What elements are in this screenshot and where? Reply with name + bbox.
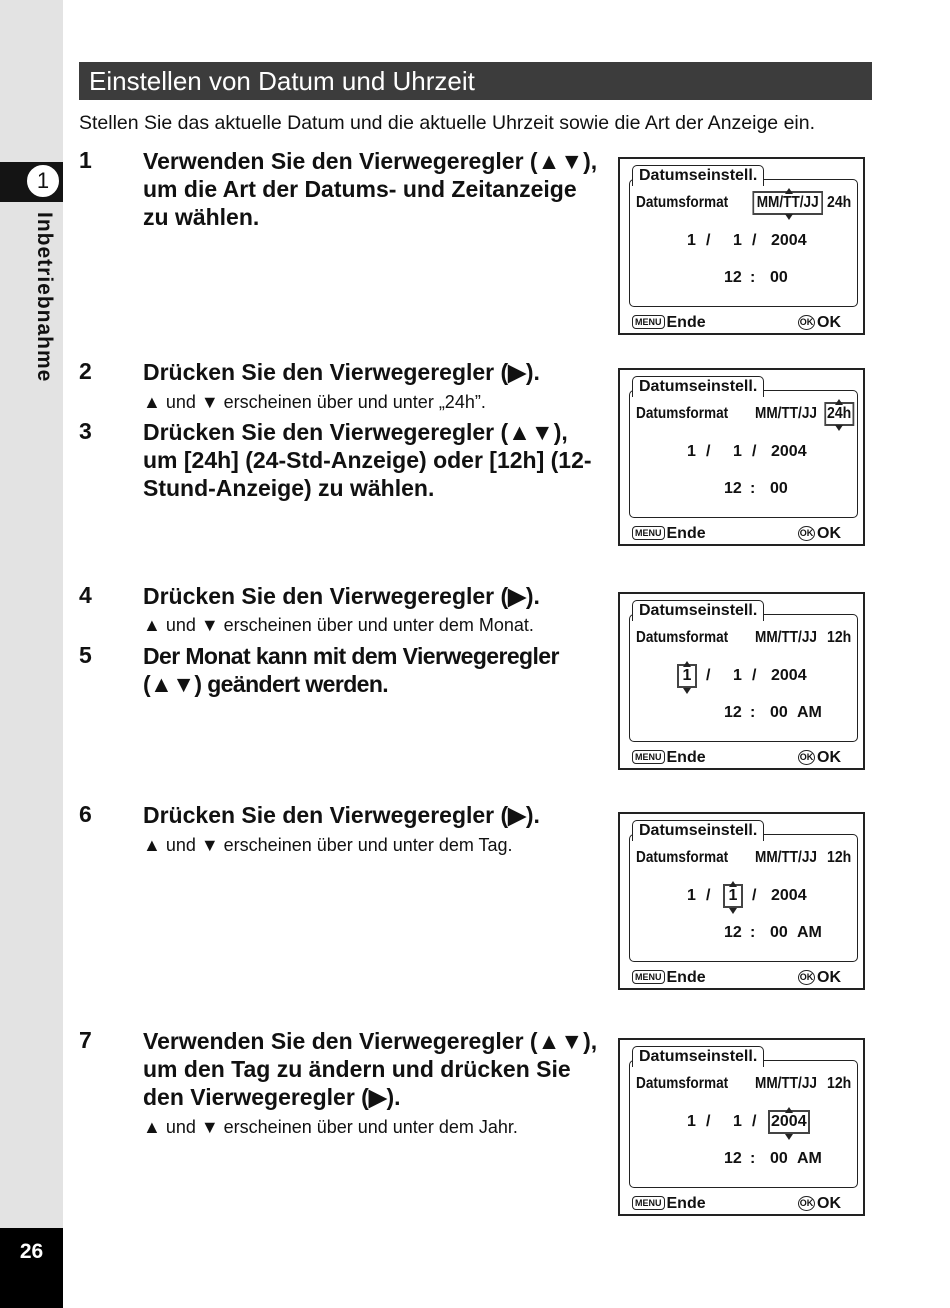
lcd-day: 1	[726, 887, 740, 905]
lcd-mode: 24h	[827, 405, 852, 422]
lcd-tab: Datumseinstell.	[632, 600, 764, 621]
lcd-screen	[618, 368, 865, 546]
lcd-ampm: AM	[797, 924, 822, 941]
step-text: Der Monat kann mit dem Vierwegeregler (▲▼) geändert werden.	[143, 643, 559, 697]
step-text: Drücken Sie den Vierwegeregler (▶).	[143, 583, 540, 609]
lcd-tab: Datumseinstell.	[632, 376, 764, 397]
lcd-day: 1	[733, 1113, 742, 1130]
menu-button-icon: MENU	[632, 750, 665, 764]
lcd-mode: 12h	[827, 849, 852, 866]
step-note: ▲ und ▼ erscheinen über und unter dem Tag.	[143, 835, 513, 855]
lcd-colon: :	[750, 269, 756, 286]
lcd-day: 1	[733, 232, 742, 249]
lcd-ok-label: OK	[817, 1195, 841, 1212]
ok-button-icon: OK	[798, 970, 815, 985]
step-number: 2	[79, 358, 92, 384]
lcd-ok-label: OK	[817, 314, 841, 331]
lcd-month: 1	[687, 887, 696, 904]
lcd-screen	[618, 812, 865, 990]
lcd-end-label: Ende	[666, 969, 706, 986]
lcd-sep: /	[706, 232, 711, 249]
lcd-ok	[798, 969, 841, 987]
lcd-screen	[618, 1038, 865, 1216]
lcd-format-value: MM/TT/JJ	[756, 194, 819, 211]
lcd-sep: /	[706, 1113, 711, 1130]
step-number: 6	[79, 801, 92, 827]
lcd-sep: /	[706, 443, 711, 460]
lcd-menu-end	[632, 749, 706, 767]
step-number: 4	[79, 582, 92, 608]
lcd-minute: 00	[770, 704, 788, 721]
lcd-menu-end	[632, 314, 706, 332]
lcd-month: 1	[680, 667, 694, 685]
lcd-format-label: Datumsformat	[636, 194, 729, 211]
step-note: ▲ und ▼ erscheinen über und unter dem Monat.	[143, 615, 534, 635]
page-title: Einstellen von Datum und Uhrzeit	[79, 62, 872, 100]
lcd-end-label: Ende	[666, 1195, 706, 1212]
lcd-ampm: AM	[797, 704, 822, 721]
down-arrow-icon	[835, 425, 843, 431]
lcd-hour: 12	[724, 924, 742, 941]
lcd-hour: 12	[724, 704, 742, 721]
up-arrow-icon	[785, 188, 793, 194]
step-note: ▲ und ▼ erscheinen über und unter „24h”.	[143, 392, 486, 412]
lcd-menu-end	[632, 525, 706, 543]
lcd-year: 2004	[771, 1113, 807, 1130]
lcd-mode: 24h	[827, 194, 852, 211]
lcd-colon: :	[750, 1150, 756, 1167]
lcd-mode: 12h	[827, 629, 852, 646]
lcd-sep: /	[752, 443, 757, 460]
lcd-ok	[798, 749, 841, 767]
menu-button-icon: MENU	[632, 526, 665, 540]
lcd-format-label: Datumsformat	[636, 405, 729, 422]
lcd-hour: 12	[724, 480, 742, 497]
lcd-month: 1	[687, 232, 696, 249]
lcd-minute: 00	[770, 269, 788, 286]
step-number: 1	[79, 147, 92, 173]
step-text: Drücken Sie den Vierwegeregler (▶).	[143, 359, 540, 385]
lcd-format-label: Datumsformat	[636, 629, 729, 646]
step-text: Drücken Sie den Vierwegeregler (▲▼), um [24h] (24-Std-Anzeige) oder [12h] (12-Stund-Anzeige) zu wählen.	[143, 419, 592, 501]
lcd-end-label: Ende	[666, 525, 706, 542]
lcd-ok	[798, 525, 841, 543]
lcd-day: 1	[733, 443, 742, 460]
lcd-format-value: MM/TT/JJ	[755, 849, 817, 866]
lcd-minute: 00	[770, 480, 788, 497]
lcd-end-label: Ende	[666, 749, 706, 766]
step-number: 7	[79, 1027, 92, 1053]
up-arrow-icon	[835, 399, 843, 405]
ok-button-icon: OK	[798, 1196, 815, 1211]
lcd-screen	[618, 157, 865, 335]
lcd-sep: /	[752, 667, 757, 684]
lcd-format-value: MM/TT/JJ	[755, 405, 817, 422]
lcd-colon: :	[750, 480, 756, 497]
lcd-format-value: MM/TT/JJ	[755, 629, 817, 646]
down-arrow-icon	[729, 908, 737, 914]
lcd-sep: /	[706, 887, 711, 904]
lcd-hour: 12	[724, 1150, 742, 1167]
lcd-sep: /	[752, 1113, 757, 1130]
ok-button-icon: OK	[798, 315, 815, 330]
lcd-ok-label: OK	[817, 969, 841, 986]
up-arrow-icon	[729, 881, 737, 887]
lcd-screen	[618, 592, 865, 770]
lcd-format-label: Datumsformat	[636, 849, 729, 866]
intro-text: Stellen Sie das aktuelle Datum und die aktuelle Uhrzeit sowie die Art der Anzeige ein.	[79, 112, 816, 134]
chapter-label: Inbetriebnahme	[33, 212, 56, 383]
step-text: Verwenden Sie den Vierwegeregler (▲▼), um den Tag zu ändern und drücken Sie den Vierwegeregler (▶).	[143, 1028, 598, 1110]
lcd-minute: 00	[770, 1150, 788, 1167]
lcd-tab: Datumseinstell.	[632, 165, 764, 186]
lcd-menu-end	[632, 969, 706, 987]
menu-button-icon: MENU	[632, 315, 665, 329]
step-number: 3	[79, 418, 92, 444]
lcd-mode: 12h	[827, 1075, 852, 1092]
lcd-ampm: AM	[797, 1150, 822, 1167]
step-number: 5	[79, 642, 92, 668]
step-note: ▲ und ▼ erscheinen über und unter dem Jahr.	[143, 1117, 518, 1137]
chapter-number: 1	[25, 163, 61, 199]
menu-button-icon: MENU	[632, 1196, 665, 1210]
lcd-end-label: Ende	[666, 314, 706, 331]
lcd-year: 2004	[771, 887, 807, 904]
lcd-month: 1	[687, 1113, 696, 1130]
lcd-colon: :	[750, 704, 756, 721]
lcd-day: 1	[733, 667, 742, 684]
lcd-menu-end	[632, 1195, 706, 1213]
lcd-ok-label: OK	[817, 525, 841, 542]
down-arrow-icon	[683, 688, 691, 694]
menu-button-icon: MENU	[632, 970, 665, 984]
down-arrow-icon	[785, 214, 793, 220]
down-arrow-icon	[785, 1134, 793, 1140]
lcd-ok	[798, 1195, 841, 1213]
ok-button-icon: OK	[798, 750, 815, 765]
lcd-ok	[798, 314, 841, 332]
up-arrow-icon	[683, 661, 691, 667]
lcd-month: 1	[687, 443, 696, 460]
lcd-format-value: MM/TT/JJ	[755, 1075, 817, 1092]
lcd-colon: :	[750, 924, 756, 941]
lcd-minute: 00	[770, 924, 788, 941]
lcd-sep: /	[752, 232, 757, 249]
lcd-format-label: Datumsformat	[636, 1075, 729, 1092]
lcd-sep: /	[706, 667, 711, 684]
up-arrow-icon	[785, 1107, 793, 1113]
lcd-hour: 12	[724, 269, 742, 286]
page-number: 26	[19, 1240, 44, 1263]
step-text: Verwenden Sie den Vierwegeregler (▲▼), um die Art der Datums- und Zeitanzeige zu wählen.	[143, 148, 598, 230]
lcd-year: 2004	[771, 667, 807, 684]
lcd-tab: Datumseinstell.	[632, 1046, 764, 1067]
lcd-year: 2004	[771, 232, 807, 249]
lcd-ok-label: OK	[817, 749, 841, 766]
lcd-year: 2004	[771, 443, 807, 460]
step-text: Drücken Sie den Vierwegeregler (▶).	[143, 802, 540, 828]
lcd-tab: Datumseinstell.	[632, 820, 764, 841]
ok-button-icon: OK	[798, 526, 815, 541]
lcd-sep: /	[752, 887, 757, 904]
